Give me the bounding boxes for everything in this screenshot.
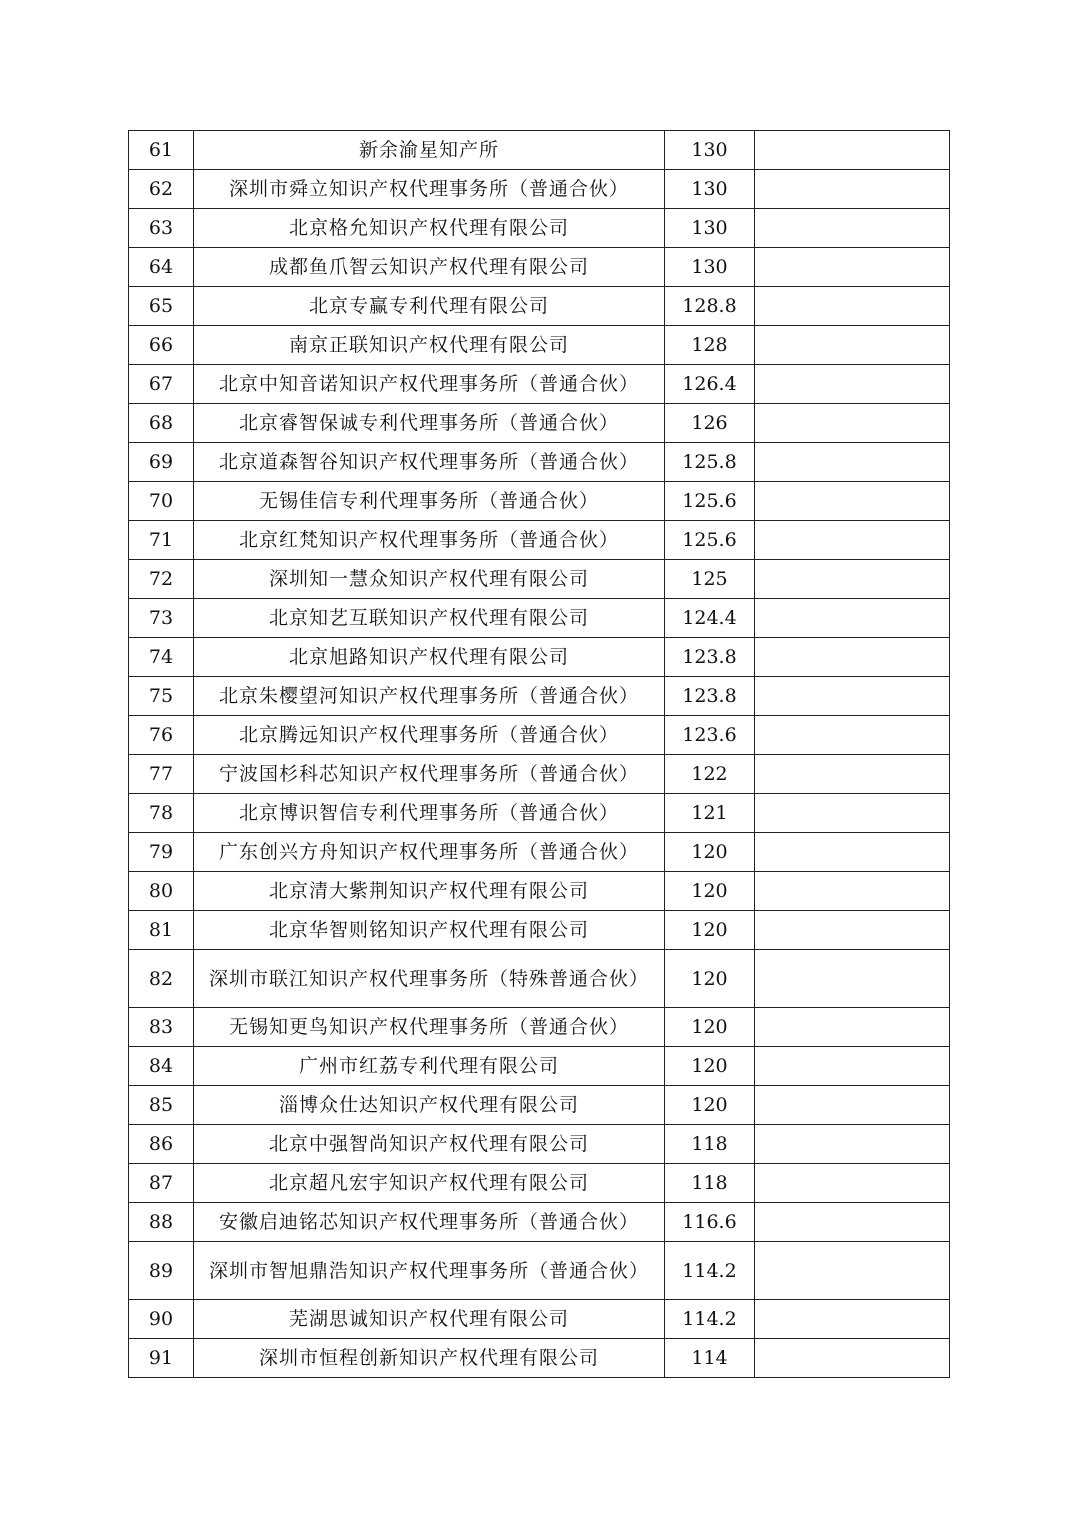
- agency-name-cell: 北京红梵知识产权代理事务所（普通合伙）: [194, 521, 665, 560]
- score-cell: 118: [665, 1164, 755, 1203]
- score-cell: 114.2: [665, 1300, 755, 1339]
- blank-cell: [755, 1008, 950, 1047]
- rank-cell: 84: [129, 1047, 194, 1086]
- blank-cell: [755, 1047, 950, 1086]
- blank-cell: [755, 209, 950, 248]
- rank-cell: 67: [129, 365, 194, 404]
- score-cell: 114.2: [665, 1242, 755, 1300]
- agency-name-cell: 芜湖思诚知识产权代理有限公司: [194, 1300, 665, 1339]
- table-row: [129, 1300, 950, 1339]
- agency-name-cell: 南京正联知识产权代理有限公司: [194, 326, 665, 365]
- blank-cell: [755, 716, 950, 755]
- table-row: [129, 1008, 950, 1047]
- score-cell: 122: [665, 755, 755, 794]
- score-cell: 130: [665, 248, 755, 287]
- table-row: [129, 833, 950, 872]
- rank-cell: 77: [129, 755, 194, 794]
- score-cell: 123.6: [665, 716, 755, 755]
- blank-cell: [755, 1125, 950, 1164]
- score-cell: 114: [665, 1339, 755, 1378]
- rank-cell: 80: [129, 872, 194, 911]
- rank-cell: 75: [129, 677, 194, 716]
- table-row: [129, 521, 950, 560]
- score-cell: 120: [665, 911, 755, 950]
- score-cell: 120: [665, 872, 755, 911]
- rank-cell: 85: [129, 1086, 194, 1125]
- score-cell: 118: [665, 1125, 755, 1164]
- agency-name-cell: 北京中强智尚知识产权代理有限公司: [194, 1125, 665, 1164]
- table-row: [129, 755, 950, 794]
- table-row: [129, 1339, 950, 1378]
- agency-name-cell: 北京博识智信专利代理事务所（普通合伙）: [194, 794, 665, 833]
- blank-cell: [755, 443, 950, 482]
- rank-cell: 82: [129, 950, 194, 1008]
- rank-cell: 83: [129, 1008, 194, 1047]
- score-cell: 120: [665, 1047, 755, 1086]
- blank-cell: [755, 170, 950, 209]
- table-row: [129, 716, 950, 755]
- table-row: [129, 1125, 950, 1164]
- rank-cell: 78: [129, 794, 194, 833]
- agency-name-cell: 淄博众仕达知识产权代理有限公司: [194, 1086, 665, 1125]
- table-row: [129, 482, 950, 521]
- blank-cell: [755, 950, 950, 1008]
- rank-cell: 79: [129, 833, 194, 872]
- table-row: [129, 248, 950, 287]
- agency-name-cell: 无锡知更鸟知识产权代理事务所（普通合伙）: [194, 1008, 665, 1047]
- blank-cell: [755, 911, 950, 950]
- table-row: [129, 560, 950, 599]
- blank-cell: [755, 560, 950, 599]
- score-cell: 125.6: [665, 482, 755, 521]
- rank-cell: 61: [129, 131, 194, 170]
- score-cell: 120: [665, 1008, 755, 1047]
- agency-name-cell: 成都鱼爪智云知识产权代理有限公司: [194, 248, 665, 287]
- blank-cell: [755, 794, 950, 833]
- rank-cell: 74: [129, 638, 194, 677]
- score-cell: 120: [665, 833, 755, 872]
- blank-cell: [755, 1242, 950, 1300]
- blank-cell: [755, 1203, 950, 1242]
- agency-name-cell: 北京腾远知识产权代理事务所（普通合伙）: [194, 716, 665, 755]
- score-cell: 123.8: [665, 677, 755, 716]
- blank-cell: [755, 521, 950, 560]
- rank-cell: 70: [129, 482, 194, 521]
- agency-name-cell: 深圳市联江知识产权代理事务所（特殊普通合伙）: [194, 950, 665, 1008]
- table-row: [129, 131, 950, 170]
- agency-name-cell: 深圳市智旭鼎浩知识产权代理事务所（普通合伙）: [194, 1242, 665, 1300]
- agency-name-cell: 北京中知音诺知识产权代理事务所（普通合伙）: [194, 365, 665, 404]
- agency-name-cell: 广州市红荔专利代理有限公司: [194, 1047, 665, 1086]
- score-cell: 120: [665, 1086, 755, 1125]
- agency-name-cell: 北京清大紫荆知识产权代理有限公司: [194, 872, 665, 911]
- rank-cell: 65: [129, 287, 194, 326]
- blank-cell: [755, 1086, 950, 1125]
- score-cell: 130: [665, 131, 755, 170]
- score-cell: 123.8: [665, 638, 755, 677]
- score-cell: 130: [665, 170, 755, 209]
- table-row: [129, 638, 950, 677]
- blank-cell: [755, 677, 950, 716]
- rank-cell: 89: [129, 1242, 194, 1300]
- table-row: [129, 1086, 950, 1125]
- agency-name-cell: 新余渝星知产所: [194, 131, 665, 170]
- agency-name-cell: 北京旭路知识产权代理有限公司: [194, 638, 665, 677]
- blank-cell: [755, 326, 950, 365]
- table-row: [129, 1164, 950, 1203]
- agency-name-cell: 北京知艺互联知识产权代理有限公司: [194, 599, 665, 638]
- blank-cell: [755, 1300, 950, 1339]
- score-cell: 125: [665, 560, 755, 599]
- table-row: [129, 365, 950, 404]
- rank-cell: 87: [129, 1164, 194, 1203]
- score-cell: 120: [665, 950, 755, 1008]
- ranking-table: [128, 130, 950, 1378]
- blank-cell: [755, 1164, 950, 1203]
- score-cell: 128: [665, 326, 755, 365]
- score-cell: 124.4: [665, 599, 755, 638]
- blank-cell: [755, 404, 950, 443]
- agency-name-cell: 深圳知一慧众知识产权代理有限公司: [194, 560, 665, 599]
- table-row: [129, 911, 950, 950]
- blank-cell: [755, 1339, 950, 1378]
- table-row: [129, 404, 950, 443]
- score-cell: 126.4: [665, 365, 755, 404]
- rank-cell: 68: [129, 404, 194, 443]
- blank-cell: [755, 248, 950, 287]
- rank-cell: 73: [129, 599, 194, 638]
- rank-cell: 90: [129, 1300, 194, 1339]
- blank-cell: [755, 599, 950, 638]
- table-row: [129, 443, 950, 482]
- table-row: [129, 599, 950, 638]
- rank-cell: 88: [129, 1203, 194, 1242]
- table-row: [129, 794, 950, 833]
- blank-cell: [755, 131, 950, 170]
- agency-name-cell: 北京超凡宏宇知识产权代理有限公司: [194, 1164, 665, 1203]
- rank-cell: 62: [129, 170, 194, 209]
- agency-name-cell: 北京睿智保诚专利代理事务所（普通合伙）: [194, 404, 665, 443]
- rank-cell: 86: [129, 1125, 194, 1164]
- rank-cell: 63: [129, 209, 194, 248]
- table-row: [129, 872, 950, 911]
- agency-name-cell: 宁波国杉科芯知识产权代理事务所（普通合伙）: [194, 755, 665, 794]
- rank-cell: 81: [129, 911, 194, 950]
- score-cell: 128.8: [665, 287, 755, 326]
- rank-cell: 71: [129, 521, 194, 560]
- table-row: [129, 209, 950, 248]
- table-row: [129, 326, 950, 365]
- agency-name-cell: 北京格允知识产权代理有限公司: [194, 209, 665, 248]
- rank-cell: 91: [129, 1339, 194, 1378]
- agency-name-cell: 北京道森智谷知识产权代理事务所（普通合伙）: [194, 443, 665, 482]
- agency-name-cell: 无锡佳信专利代理事务所（普通合伙）: [194, 482, 665, 521]
- blank-cell: [755, 365, 950, 404]
- table-body: [129, 131, 950, 1378]
- blank-cell: [755, 638, 950, 677]
- agency-name-cell: 深圳市舜立知识产权代理事务所（普通合伙）: [194, 170, 665, 209]
- agency-name-cell: 北京华智则铭知识产权代理有限公司: [194, 911, 665, 950]
- blank-cell: [755, 833, 950, 872]
- score-cell: 130: [665, 209, 755, 248]
- score-cell: 125.8: [665, 443, 755, 482]
- table-row: [129, 1242, 950, 1300]
- blank-cell: [755, 872, 950, 911]
- score-cell: 126: [665, 404, 755, 443]
- table-row: [129, 170, 950, 209]
- score-cell: 125.6: [665, 521, 755, 560]
- score-cell: 121: [665, 794, 755, 833]
- table-row: [129, 1203, 950, 1242]
- agency-name-cell: 广东创兴方舟知识产权代理事务所（普通合伙）: [194, 833, 665, 872]
- rank-cell: 69: [129, 443, 194, 482]
- agency-name-cell: 安徽启迪铭芯知识产权代理事务所（普通合伙）: [194, 1203, 665, 1242]
- blank-cell: [755, 482, 950, 521]
- agency-name-cell: 深圳市恒程创新知识产权代理有限公司: [194, 1339, 665, 1378]
- rank-cell: 66: [129, 326, 194, 365]
- table-row: [129, 950, 950, 1008]
- blank-cell: [755, 287, 950, 326]
- table-row: [129, 1047, 950, 1086]
- agency-name-cell: 北京朱樱望河知识产权代理事务所（普通合伙）: [194, 677, 665, 716]
- rank-cell: 64: [129, 248, 194, 287]
- rank-cell: 72: [129, 560, 194, 599]
- table-row: [129, 677, 950, 716]
- score-cell: 116.6: [665, 1203, 755, 1242]
- rank-cell: 76: [129, 716, 194, 755]
- table-row: [129, 287, 950, 326]
- agency-name-cell: 北京专赢专利代理有限公司: [194, 287, 665, 326]
- blank-cell: [755, 755, 950, 794]
